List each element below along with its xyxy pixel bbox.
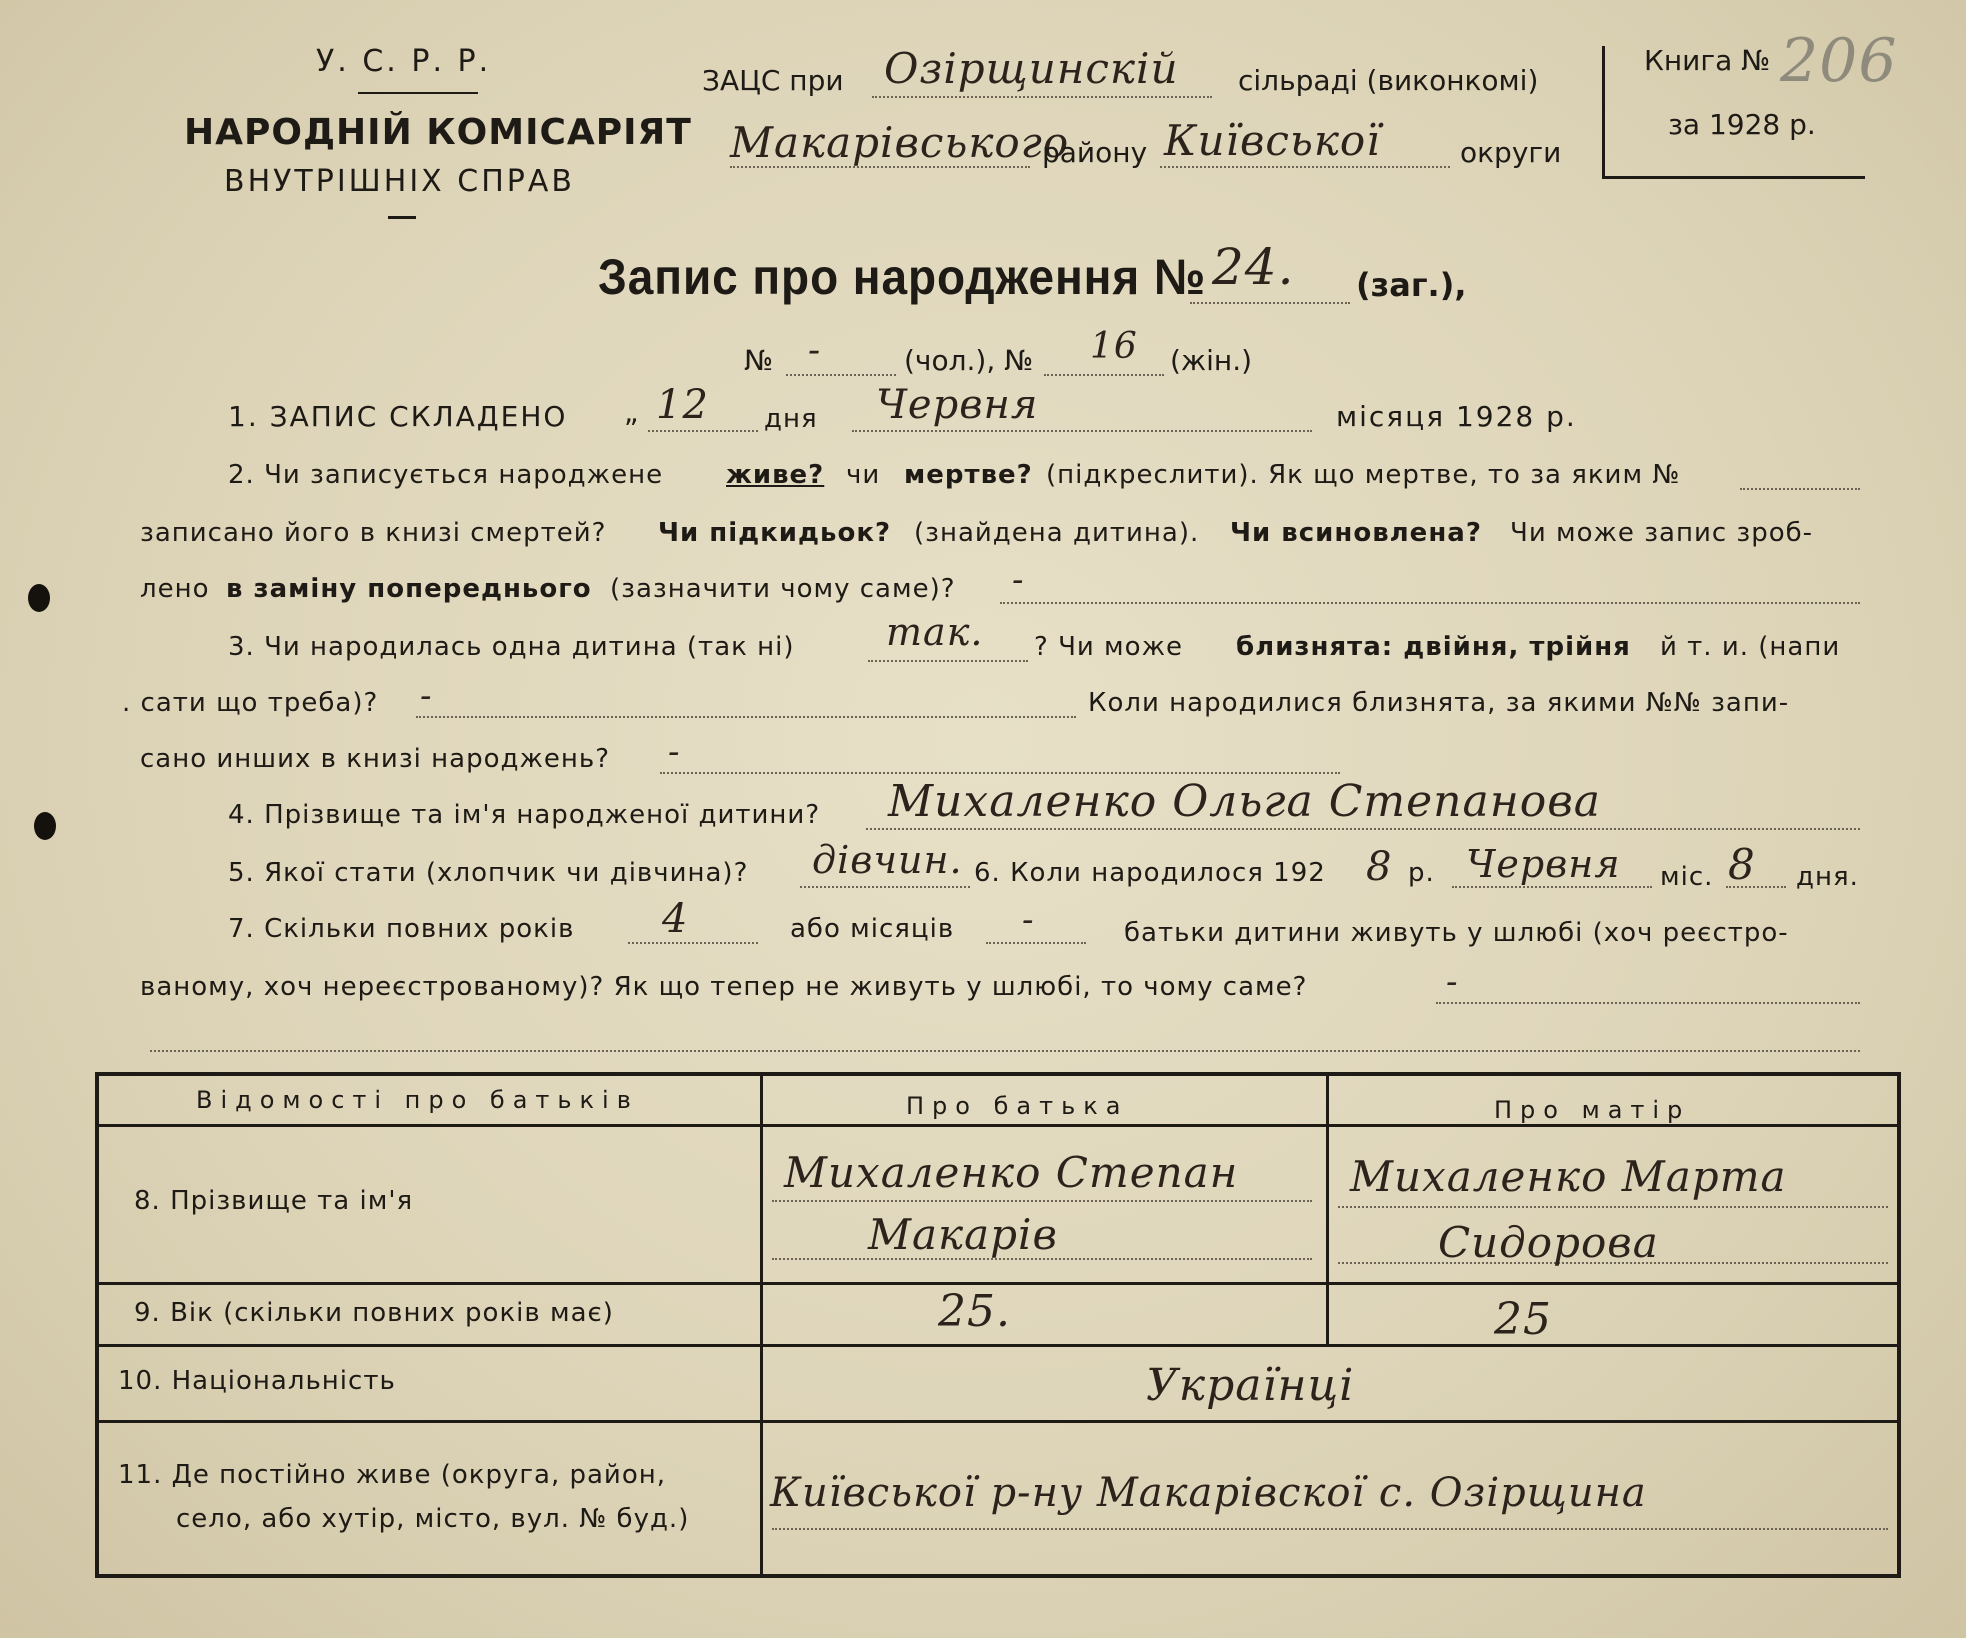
open-quote: „ [624, 396, 639, 429]
silrada-label: сільраді (виконкомі) [1238, 64, 1539, 97]
handwritten-replacement-answer: - [1012, 560, 1025, 600]
book-label: Книга № [1644, 44, 1771, 77]
handwritten-record-number: 24. [1212, 238, 1295, 296]
fill-line [1338, 1206, 1888, 1208]
year-suffix: р. [1408, 858, 1435, 888]
item-4-label: 4. Прізвище та ім'я народженої дитини? [228, 800, 821, 830]
handwritten-birth-year-digit: 8 [1366, 844, 1393, 890]
district-label: району [1042, 136, 1148, 169]
month-abbrev: міс. [1660, 862, 1714, 892]
item-7-label: 7. Скільки повних років [228, 914, 575, 944]
handwritten-father-name: Михаленко Степан [784, 1148, 1239, 1197]
handwritten-day: 12 [656, 382, 709, 428]
handwritten-female-number: 16 [1090, 326, 1138, 367]
item-1-label: 1. ЗАПИС СКЛАДЕНО [228, 400, 568, 433]
item-2-line3: лено [140, 574, 210, 604]
column-header-father: Про батька [906, 1092, 1129, 1120]
item-3-line3: сано инших в книзі народжень? [140, 744, 610, 774]
item-3-line2: . сати що треба)? [122, 688, 379, 718]
handwritten-okruga: Київської [1164, 116, 1381, 165]
punch-hole [28, 584, 50, 612]
row-8-label: 8. Прізвище та ім'я [134, 1186, 414, 1216]
handwritten-book-number: 206 [1780, 26, 1898, 96]
months-label: або місяців [790, 914, 955, 944]
handwritten-others-answer: - [668, 732, 681, 772]
female-label: (жін.) [1170, 344, 1253, 377]
row-11-label-line1: 11. Де постійно живе (округа, район, [118, 1460, 667, 1490]
item-7-text: батьки дитини живуть у шлюбі (хоч реєстро- [1124, 918, 1789, 948]
table-header-rule [97, 1124, 1899, 1127]
day-label: дня [764, 404, 818, 434]
foundling-question: Чи підкидьок? [658, 518, 892, 548]
fill-line [872, 96, 1212, 98]
item-5-label: 5. Якої стати (хлопчик чи дівчина)? [228, 858, 749, 888]
fill-line [866, 828, 1860, 830]
fill-line [1452, 886, 1652, 888]
handwritten-father-age: 25. [938, 1286, 1011, 1337]
item-6-label: 6. Коли народилося 192 [974, 858, 1326, 888]
replacement-question: в заміну попереднього [226, 574, 592, 604]
handwritten-years-married: 4 [662, 896, 689, 942]
or-word: чи [846, 460, 881, 490]
handwritten-mother-age: 25 [1494, 1294, 1552, 1345]
table-column-rule [760, 1074, 763, 1576]
handwritten-birth-day: 8 [1728, 840, 1756, 889]
book-year: за 1928 р. [1668, 108, 1816, 141]
handwritten-residence: Київської р-ну Макарівскої с. Озірщина [770, 1470, 1647, 1516]
handwritten-mother-patronymic: Сидорова [1438, 1218, 1659, 1267]
dead-option: мертве? [904, 460, 1033, 490]
handwritten-month: Червня [876, 382, 1039, 428]
handwritten-village: Озірщинскій [884, 44, 1179, 93]
general-suffix: (заг.), [1356, 266, 1467, 304]
handwritten-sex: дівчин. [812, 838, 963, 882]
fill-line [628, 942, 758, 944]
table-row-rule [97, 1344, 1899, 1347]
item-7-line2: ваному, хоч нереєстрованому)? Як що тепер не живуть у шлюбі, то чому саме? [140, 972, 1308, 1002]
table-column-rule [1326, 1074, 1329, 1346]
male-label: (чол.), № [904, 344, 1034, 377]
fill-line [1160, 166, 1450, 168]
table-row-rule [97, 1420, 1899, 1423]
ministry-title: НАРОДНІЙ КОМІСАРІЯТ [184, 112, 692, 153]
fill-line [416, 716, 1076, 718]
handwritten-months-married: - [1022, 900, 1035, 940]
handwritten-twins-answer: - [420, 676, 433, 716]
item-2-text: (підкреслити). Як що мертве, то за яким № [1046, 460, 1681, 490]
handwritten-birth-month: Червня [1466, 842, 1621, 886]
item-3-text-tail: й т. и. (напи [1660, 632, 1841, 662]
twins-options: близнята: двійня, трійня [1236, 632, 1631, 662]
handwritten-child-name: Михаленко Ольга Степанова [888, 776, 1602, 827]
column-header-info: Відомості про батьків [196, 1086, 639, 1114]
zags-label: ЗАЦС при [702, 64, 844, 97]
fill-line [1044, 374, 1164, 376]
okruga-label: округи [1460, 136, 1562, 169]
fill-line [648, 430, 758, 432]
fill-line [1000, 602, 1860, 604]
item-3-text: ? Чи може [1034, 632, 1183, 662]
fill-line [1436, 1002, 1860, 1004]
fill-line [800, 886, 970, 888]
item-3-label: 3. Чи народилась одна дитина (так ні) [228, 632, 795, 662]
month-year-label: місяця 1928 р. [1336, 400, 1577, 433]
handwritten-male-number: - [808, 330, 822, 371]
fill-line [772, 1200, 1312, 1202]
row-11-label-line2: село, або хутір, місто, вул. № буд.) [176, 1504, 690, 1534]
handwritten-district: Макарівського [730, 118, 1070, 167]
adopted-question: Чи всиновлена? [1230, 518, 1482, 548]
row-10-label: 10. Національність [118, 1366, 396, 1396]
alive-option: живе? [726, 460, 825, 490]
punch-hole [34, 812, 56, 840]
item-3-line2-tail: Коли народилися близнята, за якими №№ запи- [1088, 688, 1790, 718]
item-2-line2-tail: Чи може запис зроб- [1510, 518, 1814, 548]
fill-line [868, 660, 1028, 662]
handwritten-single-answer: так. [886, 610, 984, 654]
column-header-mother: Про матір [1494, 1096, 1691, 1124]
fill-line [786, 374, 896, 376]
foundling-note: (знайдена дитина). [914, 518, 1200, 548]
divider [388, 216, 416, 219]
item-2-label: 2. Чи записується народжене [228, 460, 664, 490]
divider [358, 92, 478, 94]
fill-line [852, 430, 1312, 432]
record-title: Запис про народження № [598, 249, 1207, 305]
no-sign: № [744, 344, 774, 377]
table-row-rule [97, 1282, 1899, 1285]
day-suffix: дня. [1796, 862, 1859, 892]
handwritten-marriage-answer: - [1446, 962, 1459, 1002]
fill-line [986, 942, 1086, 944]
fill-line [660, 772, 1340, 774]
republic-label: У. С. Р. Р. [316, 44, 492, 79]
fill-line [150, 1050, 1860, 1052]
item-2-line2: записано його в книзі смертей? [140, 518, 607, 548]
ministry-subtitle: ВНУТРІШНІХ СПРАВ [224, 164, 575, 199]
fill-line [1190, 302, 1350, 304]
handwritten-father-patronymic: Макарів [868, 1210, 1058, 1259]
item-2-line3-tail: (зазначити чому саме)? [610, 574, 956, 604]
fill-line [1740, 488, 1860, 490]
row-9-label: 9. Вік (скільки повних років має) [134, 1298, 614, 1328]
handwritten-mother-name: Михаленко Марта [1350, 1152, 1787, 1201]
handwritten-nationality: Українці [1146, 1360, 1355, 1411]
fill-line [772, 1528, 1888, 1530]
